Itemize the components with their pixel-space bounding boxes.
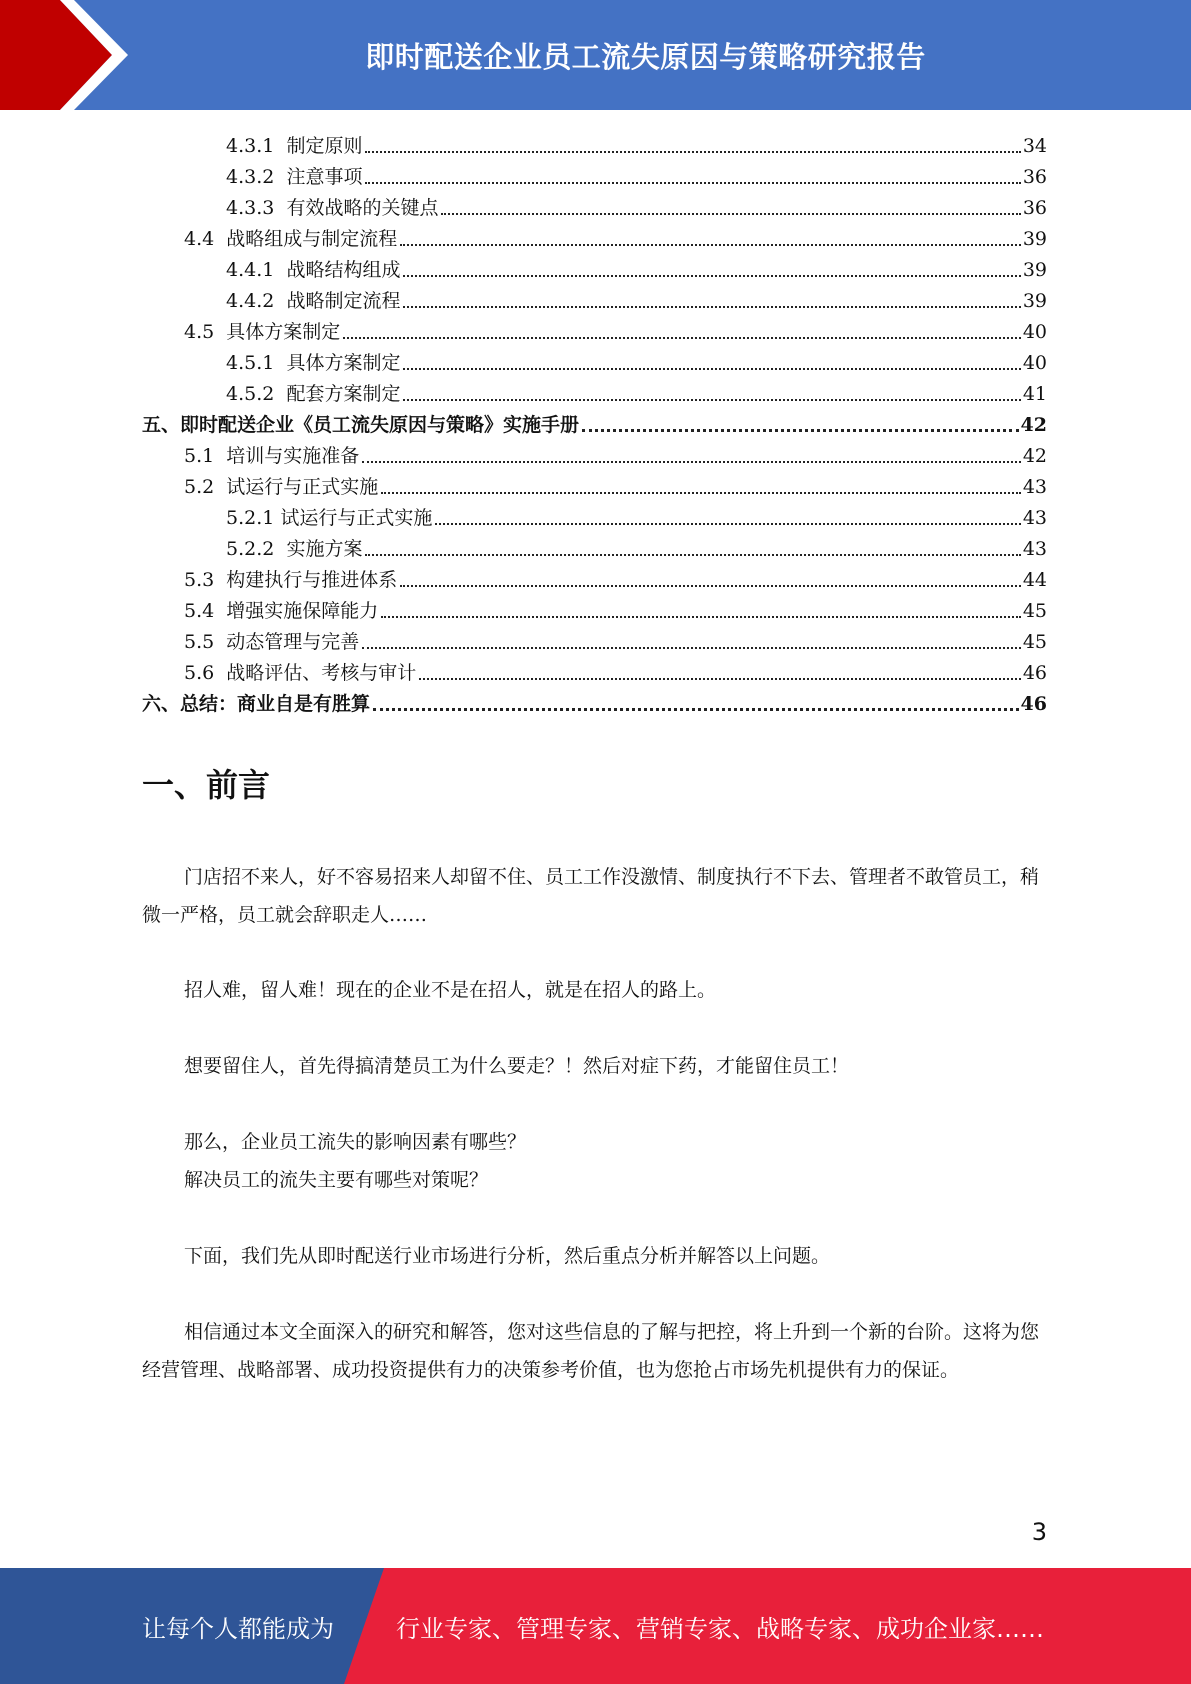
- footer-slogan-left: 让每个人都能成为: [142, 1614, 334, 1643]
- toc-page: 43: [1022, 507, 1047, 529]
- toc-entry[interactable]: [226, 190, 1047, 220]
- toc-title: 战略结构组成: [286, 259, 401, 281]
- toc-number: 5.5: [184, 631, 227, 653]
- toc-page: 36: [1022, 166, 1047, 188]
- toc-leader-dots: [365, 181, 1020, 184]
- body-paragraph: 那么，企业员工流失的影响因素有哪些？: [184, 1131, 527, 1153]
- toc-title: 战略组成与制定流程: [226, 228, 398, 250]
- toc-number: 4.4.1: [226, 259, 287, 281]
- toc-title: 六、总结：商业自是有胜算: [142, 693, 371, 715]
- toc-entry[interactable]: [226, 345, 1047, 375]
- toc-leader-dots: [400, 584, 1021, 587]
- toc-entry[interactable]: [226, 500, 1047, 530]
- toc-entry[interactable]: [184, 655, 1047, 685]
- toc-title: 有效战略的关键点: [286, 197, 439, 219]
- toc-page: 45: [1022, 631, 1047, 653]
- toc-number: 5.3: [184, 569, 227, 591]
- toc-page: 36: [1022, 197, 1047, 219]
- toc-leader-dots: [403, 398, 1020, 401]
- toc-entry[interactable]: [184, 221, 1047, 251]
- toc-page: 46: [1020, 693, 1047, 715]
- toc-entry[interactable]: [184, 562, 1047, 592]
- toc-leader-dots: [373, 707, 1019, 711]
- toc-leader-dots: [343, 336, 1021, 339]
- toc-entry-chapter[interactable]: [142, 686, 1047, 716]
- page-number: 3: [1031, 1518, 1047, 1546]
- page-header: [0, 0, 1191, 110]
- toc-title: 制定原则: [286, 135, 363, 157]
- toc-page: 41: [1022, 383, 1047, 405]
- toc-leader-dots: [365, 150, 1020, 153]
- toc-leader-dots: [365, 553, 1020, 556]
- toc-title: 动态管理与完善: [226, 631, 360, 653]
- toc-leader-dots: [435, 522, 1020, 525]
- toc-title: 试运行与正式实施: [280, 507, 433, 529]
- toc-title: 实施方案: [286, 538, 363, 560]
- toc-entry[interactable]: [226, 128, 1047, 158]
- toc-entry[interactable]: [184, 314, 1047, 344]
- toc-number: 4.4: [184, 228, 227, 250]
- section-heading: 一、前言: [142, 766, 271, 804]
- toc-page: 39: [1022, 228, 1047, 250]
- toc-leader-dots: [582, 428, 1019, 432]
- toc-entry[interactable]: [226, 531, 1047, 561]
- toc-page: 42: [1020, 414, 1047, 436]
- toc-entry[interactable]: [226, 283, 1047, 313]
- body-paragraph: 想要留住人，首先得搞清楚员工为什么要走？！然后对症下药，才能留住员工！: [184, 1055, 850, 1077]
- toc-title: 注意事项: [286, 166, 363, 188]
- toc-title: 战略评估、考核与审计: [226, 662, 417, 684]
- toc-leader-dots: [419, 677, 1021, 680]
- body-paragraph: 解决员工的流失主要有哪些对策呢？: [184, 1169, 489, 1191]
- toc-leader-dots: [381, 491, 1021, 494]
- toc-number: 4.3.2: [226, 166, 287, 188]
- toc-leader-dots: [441, 212, 1020, 215]
- toc-leader-dots: [403, 367, 1020, 370]
- toc-title: 试运行与正式实施: [226, 476, 379, 498]
- toc-leader-dots: [381, 615, 1021, 618]
- page-footer: [0, 1568, 1191, 1684]
- toc-entry[interactable]: [226, 159, 1047, 189]
- toc-number: 5.4: [184, 600, 227, 622]
- toc-leader-dots: [403, 274, 1020, 277]
- toc-page: 34: [1022, 135, 1047, 157]
- toc-number: 5.2.2: [226, 538, 287, 560]
- toc-leader-dots: [362, 460, 1021, 463]
- toc-number: 5.1: [184, 445, 227, 467]
- toc-page: 43: [1022, 476, 1047, 498]
- toc-page: 39: [1022, 259, 1047, 281]
- toc-number: 5.6: [184, 662, 227, 684]
- report-title: 即时配送企业员工流失原因与策略研究报告: [365, 39, 926, 74]
- toc-entry[interactable]: [184, 593, 1047, 623]
- toc-page: 45: [1022, 600, 1047, 622]
- toc-entry[interactable]: [184, 438, 1047, 468]
- toc-page: 46: [1022, 662, 1047, 684]
- toc-page: 40: [1022, 352, 1047, 374]
- toc-number: 4.3.3: [226, 197, 287, 219]
- toc-number: 4.3.1: [226, 135, 287, 157]
- footer-slogan-right: 行业专家、管理专家、营销专家、战略专家、成功企业家……: [396, 1614, 1044, 1643]
- toc-title: 构建执行与推进体系: [226, 569, 398, 591]
- toc-page: 42: [1022, 445, 1047, 467]
- body-paragraph: 招人难，留人难！现在的企业不是在招人，就是在招人的路上。: [184, 979, 717, 1001]
- body-paragraph: 下面，我们先从即时配送行业市场进行分析，然后重点分析并解答以上问题。: [184, 1245, 831, 1267]
- toc-page: 44: [1022, 569, 1047, 591]
- toc-number: 4.5.1: [226, 352, 287, 374]
- toc-number: 4.5: [184, 321, 227, 343]
- toc-title: 五、即时配送企业《员工流失原因与策略》实施手册: [142, 414, 580, 436]
- body-paragraph: 相信通过本文全面深入的研究和解答，您对这些信息的了解与把控，将上升到一个新的台阶。这将为您经营管理、战略部署、成功投资提供有力的决策参考价值，也为您抢占市场先机提供有力的保证。: [142, 1321, 1040, 1381]
- toc-entry[interactable]: [184, 469, 1047, 499]
- toc-title: 具体方案制定: [226, 321, 341, 343]
- toc-title: 具体方案制定: [286, 352, 401, 374]
- toc-page: 39: [1022, 290, 1047, 312]
- toc-entry-chapter[interactable]: [142, 407, 1047, 437]
- toc-leader-dots: [400, 243, 1021, 246]
- toc-entry[interactable]: [184, 624, 1047, 654]
- toc-title: 战略制定流程: [286, 290, 401, 312]
- toc-number: 4.5.2: [226, 383, 287, 405]
- toc-page: 43: [1022, 538, 1047, 560]
- toc-number: 5.2: [184, 476, 227, 498]
- toc-number: 5.2.1: [226, 507, 281, 529]
- toc-leader-dots: [403, 305, 1020, 308]
- toc-title: 配套方案制定: [286, 383, 401, 405]
- body-paragraph: 门店招不来人，好不容易招来人却留不住、员工工作没激情、制度执行不下去、管理者不敢管员工，稍微一严格，员工就会辞职走人……: [142, 866, 1040, 926]
- toc-leader-dots: [362, 646, 1021, 649]
- toc-number: 4.4.2: [226, 290, 287, 312]
- toc-page: 40: [1022, 321, 1047, 343]
- toc-title: 增强实施保障能力: [226, 600, 379, 622]
- toc-title: 培训与实施准备: [226, 445, 360, 467]
- chevron-arrow-icon: [0, 0, 160, 110]
- toc-entry[interactable]: [226, 376, 1047, 406]
- toc-entry[interactable]: [226, 252, 1047, 282]
